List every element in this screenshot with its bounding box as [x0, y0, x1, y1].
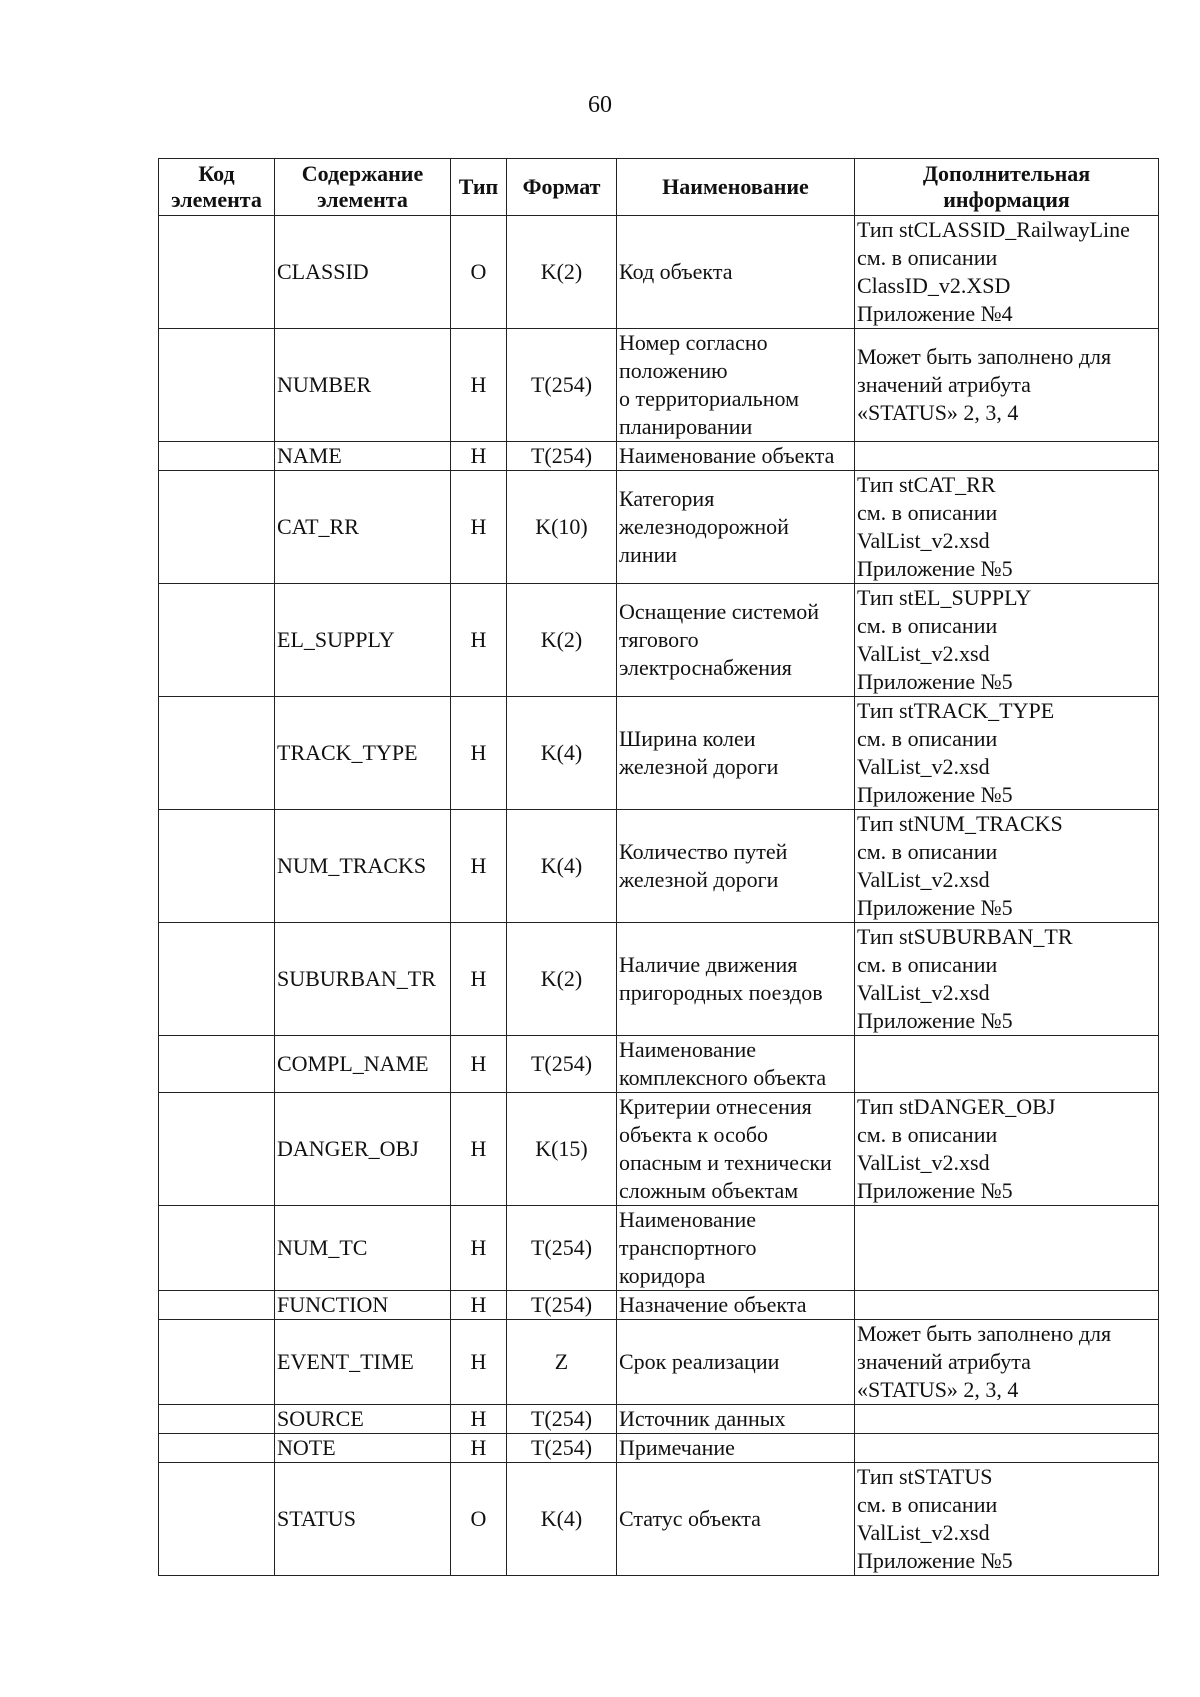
cell-code: [159, 1320, 275, 1405]
table-row: [159, 216, 1159, 329]
table-row: [159, 1036, 1159, 1093]
cell-type: Н: [451, 471, 507, 584]
cell-title: Количество путей железной дороги: [617, 810, 855, 923]
cell-element-name: NUM_TRACKS: [275, 810, 451, 923]
cell-format: Z: [507, 1320, 617, 1405]
table-row: [159, 1320, 1159, 1405]
cell-type: Н: [451, 1320, 507, 1405]
cell-type: Н: [451, 1206, 507, 1291]
table-row: [159, 329, 1159, 442]
table-row: [159, 471, 1159, 584]
cell-code: [159, 810, 275, 923]
cell-element-name: NAME: [275, 442, 451, 471]
table-row: [159, 1434, 1159, 1463]
cell-format: K(10): [507, 471, 617, 584]
cell-element-name: TRACK_TYPE: [275, 697, 451, 810]
cell-code: [159, 1093, 275, 1206]
cell-format: T(254): [507, 1036, 617, 1093]
cell-type: О: [451, 216, 507, 329]
cell-code: [159, 471, 275, 584]
cell-code: [159, 1291, 275, 1320]
cell-title: Статус объекта: [617, 1463, 855, 1576]
cell-format: K(2): [507, 584, 617, 697]
cell-title: Критерии отнесения объекта к особо опасным и технически сложным объектам: [617, 1093, 855, 1206]
cell-element-name: EL_SUPPLY: [275, 584, 451, 697]
cell-title: Оснащение системой тягового электроснабжения: [617, 584, 855, 697]
header-type: Тип: [451, 159, 507, 216]
cell-element-name: FUNCTION: [275, 1291, 451, 1320]
cell-info: Тип stNUM_TRACKS см. в описании ValList_v2.xsd Приложение №5: [855, 810, 1159, 923]
header-content: Содержание элемента: [275, 159, 451, 216]
cell-code: [159, 329, 275, 442]
cell-element-name: CLASSID: [275, 216, 451, 329]
header-code: Код элемента: [159, 159, 275, 216]
cell-info: [855, 1434, 1159, 1463]
cell-info: Может быть заполнено для значений атрибута «STATUS» 2, 3, 4: [855, 329, 1159, 442]
cell-title: Наименование транспортного коридора: [617, 1206, 855, 1291]
header-title: Наименование: [617, 159, 855, 216]
cell-info: Тип stCLASSID_RailwayLine см. в описании ClassID_v2.XSD Приложение №4: [855, 216, 1159, 329]
cell-format: T(254): [507, 329, 617, 442]
cell-info: [855, 1405, 1159, 1434]
cell-code: [159, 697, 275, 810]
table-row: [159, 584, 1159, 697]
cell-element-name: CAT_RR: [275, 471, 451, 584]
page-number: 60: [588, 92, 612, 118]
cell-title: Источник данных: [617, 1405, 855, 1434]
cell-info: Тип stDANGER_OBJ см. в описании ValList_v2.xsd Приложение №5: [855, 1093, 1159, 1206]
cell-format: K(15): [507, 1093, 617, 1206]
cell-type: Н: [451, 1036, 507, 1093]
cell-element-name: COMPL_NAME: [275, 1036, 451, 1093]
cell-element-name: SUBURBAN_TR: [275, 923, 451, 1036]
header-info: Дополнительная информация: [855, 159, 1159, 216]
cell-code: [159, 584, 275, 697]
cell-type: Н: [451, 923, 507, 1036]
cell-type: Н: [451, 442, 507, 471]
table-row: [159, 697, 1159, 810]
cell-title: Срок реализации: [617, 1320, 855, 1405]
table-row: [159, 1463, 1159, 1576]
cell-code: [159, 1463, 275, 1576]
cell-element-name: DANGER_OBJ: [275, 1093, 451, 1206]
cell-type: Н: [451, 1291, 507, 1320]
table-header: [159, 159, 1159, 216]
cell-type: Н: [451, 1434, 507, 1463]
header-format: Формат: [507, 159, 617, 216]
cell-format: T(254): [507, 1434, 617, 1463]
cell-info: Тип stSTATUS см. в описании ValList_v2.xsd Приложение №5: [855, 1463, 1159, 1576]
cell-title: Наименование объекта: [617, 442, 855, 471]
cell-code: [159, 1036, 275, 1093]
cell-info: Тип stSUBURBAN_TR см. в описании ValList_v2.xsd Приложение №5: [855, 923, 1159, 1036]
cell-info: [855, 442, 1159, 471]
cell-info: [855, 1291, 1159, 1320]
cell-type: Н: [451, 810, 507, 923]
cell-format: T(254): [507, 1206, 617, 1291]
cell-format: T(254): [507, 442, 617, 471]
cell-info: Тип stTRACK_TYPE см. в описании ValList_v2.xsd Приложение №5: [855, 697, 1159, 810]
cell-info: Тип stEL_SUPPLY см. в описании ValList_v2.xsd Приложение №5: [855, 584, 1159, 697]
cell-code: [159, 1405, 275, 1434]
table-row: [159, 1206, 1159, 1291]
cell-type: Н: [451, 697, 507, 810]
table-body: [159, 216, 1159, 1576]
cell-code: [159, 1434, 275, 1463]
cell-format: K(4): [507, 697, 617, 810]
attribute-table: [158, 158, 1159, 1576]
cell-title: Категория железнодорожной линии: [617, 471, 855, 584]
cell-element-name: NUM_TC: [275, 1206, 451, 1291]
cell-code: [159, 216, 275, 329]
cell-format: K(4): [507, 1463, 617, 1576]
cell-info: Может быть заполнено для значений атрибута «STATUS» 2, 3, 4: [855, 1320, 1159, 1405]
cell-title: Ширина колеи железной дороги: [617, 697, 855, 810]
cell-type: Н: [451, 1405, 507, 1434]
cell-element-name: NOTE: [275, 1434, 451, 1463]
cell-type: Н: [451, 329, 507, 442]
cell-code: [159, 1206, 275, 1291]
cell-element-name: EVENT_TIME: [275, 1320, 451, 1405]
cell-type: Н: [451, 584, 507, 697]
table-row: [159, 1405, 1159, 1434]
cell-title: Номер согласно положению о территориальном планировании: [617, 329, 855, 442]
cell-type: О: [451, 1463, 507, 1576]
cell-title: Назначение объекта: [617, 1291, 855, 1320]
table-row: [159, 810, 1159, 923]
cell-element-name: NUMBER: [275, 329, 451, 442]
cell-type: Н: [451, 1093, 507, 1206]
table-row: [159, 1291, 1159, 1320]
cell-format: T(254): [507, 1291, 617, 1320]
cell-format: T(254): [507, 1405, 617, 1434]
cell-title: Наличие движения пригородных поездов: [617, 923, 855, 1036]
cell-title: Код объекта: [617, 216, 855, 329]
cell-format: K(2): [507, 216, 617, 329]
cell-title: Примечание: [617, 1434, 855, 1463]
cell-info: [855, 1206, 1159, 1291]
table-row: [159, 442, 1159, 471]
cell-format: K(2): [507, 923, 617, 1036]
cell-format: K(4): [507, 810, 617, 923]
cell-title: Наименование комплексного объекта: [617, 1036, 855, 1093]
cell-code: [159, 442, 275, 471]
table-row: [159, 923, 1159, 1036]
cell-info: [855, 1036, 1159, 1093]
cell-element-name: STATUS: [275, 1463, 451, 1576]
cell-code: [159, 923, 275, 1036]
cell-element-name: SOURCE: [275, 1405, 451, 1434]
cell-info: Тип stCAT_RR см. в описании ValList_v2.xsd Приложение №5: [855, 471, 1159, 584]
table-row: [159, 1093, 1159, 1206]
